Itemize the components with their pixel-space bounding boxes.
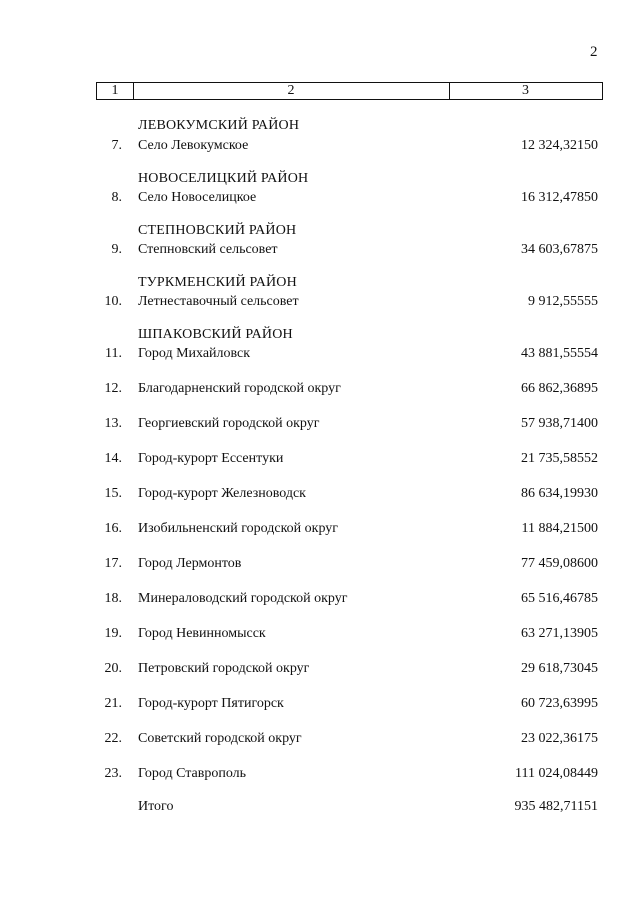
row-value: 12 324,32150 (521, 138, 598, 153)
row-number: 7. (111, 138, 122, 153)
total-value: 935 482,71151 (514, 799, 598, 814)
row-number: 10. (104, 294, 122, 309)
row-label: Село Левокумское (138, 138, 249, 153)
district-heading: НОВОСЕЛИЦКИЙ РАЙОН (138, 171, 309, 186)
row-number: 11. (105, 346, 122, 361)
row-number: 8. (111, 190, 122, 205)
row-value: 65 516,46785 (521, 591, 598, 606)
row-number: 18. (104, 591, 122, 606)
row-label: Минераловодский городской округ (138, 591, 348, 606)
row-value: 11 884,21500 (521, 521, 598, 536)
row-number: 22. (104, 731, 122, 746)
row-number: 15. (104, 486, 122, 501)
row-value: 63 271,13905 (521, 626, 598, 641)
total-label: Итого (138, 799, 174, 814)
column-header-2: 2 (133, 83, 450, 99)
row-value: 86 634,19930 (521, 486, 598, 501)
row-label: Город-курорт Ессентуки (138, 451, 284, 466)
row-number: 19. (104, 626, 122, 641)
column-header-table (96, 82, 603, 100)
row-value: 9 912,55555 (528, 294, 598, 309)
row-number: 17. (104, 556, 122, 571)
district-heading: ШПАКОВСКИЙ РАЙОН (138, 327, 293, 342)
row-number: 16. (104, 521, 122, 536)
row-label: Благодарненский городской округ (138, 381, 341, 396)
row-value: 60 723,63995 (521, 696, 598, 711)
row-label: Город-курорт Пятигорск (138, 696, 284, 711)
district-heading: ТУРКМЕНСКИЙ РАЙОН (138, 275, 297, 290)
page-number: 2 (590, 44, 598, 60)
row-label: Летнеставочный сельсовет (138, 294, 299, 309)
row-label: Изобильненский городской округ (138, 521, 339, 536)
column-header-1: 1 (97, 83, 134, 99)
row-value: 111 024,08449 (515, 766, 598, 781)
row-value: 34 603,67875 (521, 242, 598, 257)
row-label: Село Новоселицкое (138, 190, 257, 205)
row-number: 12. (104, 381, 122, 396)
row-value: 43 881,55554 (521, 346, 598, 361)
column-header-3: 3 (522, 83, 529, 98)
row-label: Город Михайловск (138, 346, 251, 361)
row-label: Город Ставрополь (138, 766, 247, 781)
row-label: Советский городской округ (138, 731, 302, 746)
row-label: Степновский сельсовет (138, 242, 278, 257)
row-value: 23 022,36175 (521, 731, 598, 746)
row-number: 9. (111, 242, 122, 257)
district-heading: ЛЕВОКУМСКИЙ РАЙОН (138, 118, 300, 133)
row-number: 20. (104, 661, 122, 676)
row-label: Георгиевский городской округ (138, 416, 320, 431)
row-value: 16 312,47850 (521, 190, 598, 205)
row-value: 29 618,73045 (521, 661, 598, 676)
row-label: Город Лермонтов (138, 556, 242, 571)
row-value: 57 938,71400 (521, 416, 598, 431)
row-number: 14. (104, 451, 122, 466)
row-label: Город-курорт Железноводск (138, 486, 306, 501)
district-heading: СТЕПНОВСКИЙ РАЙОН (138, 223, 297, 238)
row-value: 77 459,08600 (521, 556, 598, 571)
row-label: Город Невинномысск (138, 626, 266, 641)
row-number: 23. (104, 766, 122, 781)
row-value: 21 735,58552 (521, 451, 598, 466)
row-value: 66 862,36895 (521, 381, 598, 396)
row-number: 21. (104, 696, 122, 711)
row-label: Петровский городской округ (138, 661, 310, 676)
row-number: 13. (104, 416, 122, 431)
